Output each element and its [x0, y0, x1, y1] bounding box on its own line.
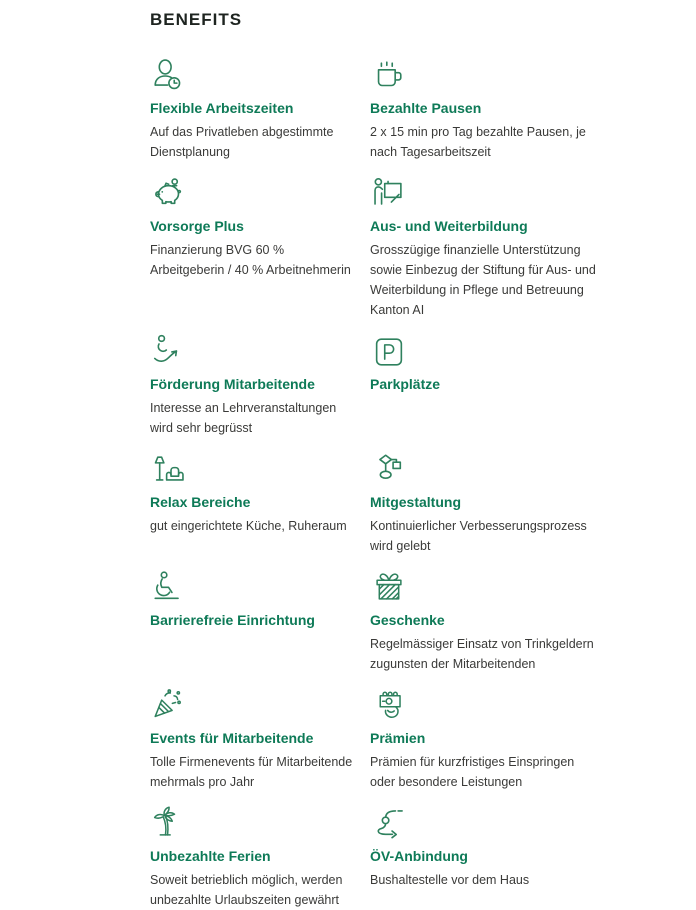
benefit-item — [370, 451, 616, 556]
benefit-title: Relax Bereiche — [150, 494, 251, 510]
benefit-item — [370, 569, 616, 674]
benefit-title: Förderung Mitarbeitende — [150, 376, 315, 392]
gift-icon — [370, 569, 602, 609]
benefit-item — [150, 451, 370, 536]
benefit-description: Kontinuierlicher Verbesserungsprozess wird gelebt — [370, 519, 587, 553]
benefit-description: Finanzierung BVG 60 % Arbeitgeberin / 40 % Arbeitnehmerin — [150, 243, 351, 277]
coffee-cup-icon — [370, 57, 602, 97]
benefit-title: ÖV-Anbindung — [370, 848, 468, 864]
benefit-item — [150, 333, 370, 438]
benefit-item — [370, 57, 616, 162]
benefit-description: Grosszügige finanzielle Unterstützung sowie Einbezug der Stiftung für Aus- und Weiterbildung in Pflege und Betreuung Kanton AI — [370, 243, 596, 317]
benefit-item — [150, 687, 370, 792]
money-hand-icon — [370, 687, 602, 727]
party-popper-icon — [150, 687, 356, 727]
benefits-grid — [150, 57, 696, 910]
benefit-description: Tolle Firmenevents für Mitarbeitende mehrmals pro Jahr — [150, 755, 353, 789]
benefit-title: Unbezahlte Ferien — [150, 848, 271, 864]
benefit-title: Bezahlte Pausen — [370, 100, 482, 116]
benefit-title: Aus- und Weiterbildung — [370, 218, 528, 234]
benefit-title: Prämien — [370, 730, 426, 746]
benefit-title: Events für Mitarbeitende — [150, 730, 314, 746]
benefit-description: Interesse an Lehrveranstaltungen wird sehr begrüsst — [150, 401, 337, 435]
benefit-title: Flexible Arbeitszeiten — [150, 100, 294, 116]
benefit-description: Prämien für kurzfristiges Einspringen oder besondere Leistungen — [370, 755, 575, 789]
page-title: BENEFITS — [150, 10, 243, 29]
benefit-description: 2 x 15 min pro Tag bezahlte Pausen, je nach Tagesarbeitszeit — [370, 125, 586, 159]
benefit-description: Auf das Privatleben abgestimmte Dienstplanung — [150, 125, 334, 159]
benefit-title: Barrierefreie Einrichtung — [150, 612, 315, 628]
benefit-item — [150, 175, 370, 280]
benefit-item — [150, 569, 370, 634]
wheelchair-icon — [150, 569, 356, 609]
benefit-title: Geschenke — [370, 612, 445, 628]
benefit-description: Soweit betrieblich möglich, werden unbezahlte Urlaubszeiten gewährt — [150, 873, 343, 907]
benefit-item — [370, 805, 616, 890]
benefit-item — [150, 57, 370, 162]
benefit-title: Parkplätze — [370, 376, 441, 392]
piggy-bank-icon — [150, 175, 356, 215]
palm-tree-icon — [150, 805, 356, 845]
flowchart-icon — [370, 451, 602, 491]
benefit-description: Regelmässiger Einsatz von Trinkgeldern zugunsten der Mitarbeitenden — [370, 637, 594, 671]
benefit-title: Mitgestaltung — [370, 494, 461, 510]
benefit-item — [370, 175, 616, 320]
benefit-item — [370, 333, 616, 398]
benefit-item — [150, 805, 370, 910]
person-clock-icon — [150, 57, 356, 97]
presenter-board-icon — [370, 175, 602, 215]
parking-sign-icon — [370, 333, 602, 373]
person-escalator-icon — [150, 333, 356, 373]
benefit-title: Vorsorge Plus — [150, 218, 244, 234]
benefit-description: Bushaltestelle vor dem Haus — [370, 873, 530, 887]
benefit-description: gut eingerichtete Küche, Ruheraum — [150, 519, 347, 533]
lamp-armchair-icon — [150, 451, 356, 491]
route-icon — [370, 805, 602, 845]
benefit-item — [370, 687, 616, 792]
